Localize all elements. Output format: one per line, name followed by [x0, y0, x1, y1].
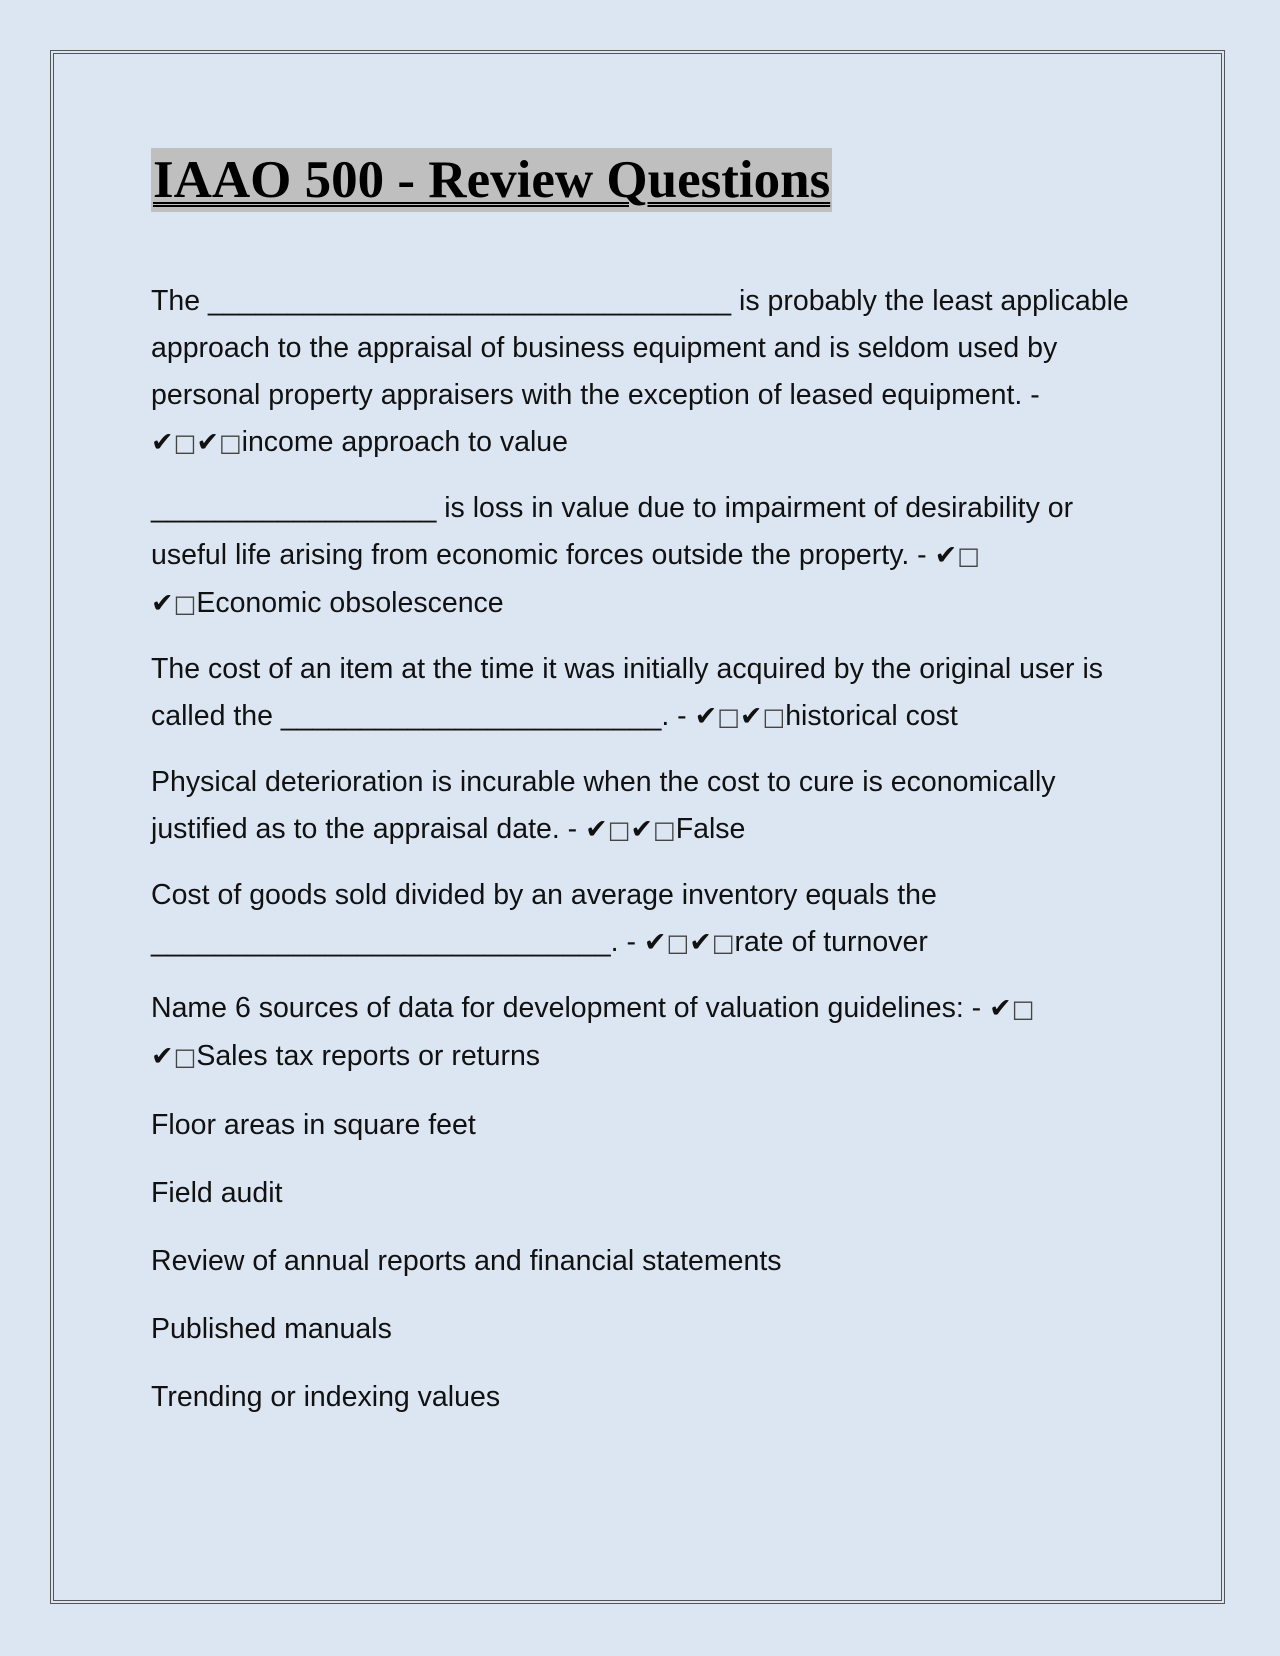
question-4: [151, 759, 1141, 854]
question-1: [151, 278, 1141, 467]
box-icon: □: [653, 816, 676, 844]
box-icon: □: [762, 703, 786, 731]
question-text: The cost of an item at the time it was initially acquired by the original user is called the ________________________. -: [151, 653, 1104, 732]
checkmark-icon: ✔: [989, 993, 1012, 1024]
box-icon: □: [173, 590, 197, 618]
checkmark-icon: ✔: [585, 814, 608, 845]
question-text: __________________ is loss in value due to impairment of desirability or useful life arising from economic forces outside the property. -: [151, 492, 1074, 571]
box-icon: □: [173, 1043, 197, 1071]
checkmark-icon: ✔: [689, 927, 712, 958]
question-2: [151, 485, 1141, 628]
checkmark-icon: ✔: [694, 701, 718, 732]
answer-list-item: Review of annual reports and financial statements: [151, 1245, 782, 1277]
question-5: [151, 872, 1141, 967]
box-icon: □: [711, 929, 735, 957]
checkmark-icon: ✔: [196, 427, 219, 458]
box-icon: □: [218, 429, 242, 457]
box-icon: □: [957, 542, 980, 570]
question-text: Physical deterioration is incurable when the cost to cure is economically justified as to the appraisal date. -: [151, 766, 1056, 845]
box-icon: □: [607, 816, 631, 844]
box-icon: □: [1011, 995, 1035, 1023]
checkmark-icon: ✔: [643, 927, 667, 958]
checkmark-icon: ✔: [151, 1041, 174, 1072]
answer-text: historical cost: [785, 700, 958, 732]
question-6: [151, 985, 1141, 1081]
box-icon: □: [666, 929, 690, 957]
answer-text: Sales tax reports or returns: [196, 1040, 541, 1072]
checkmark-icon: ✔: [151, 427, 174, 458]
checkmark-icon: ✔: [934, 540, 958, 571]
answer-text: rate of turnover: [734, 926, 928, 958]
question-3: [151, 646, 1141, 741]
document-title: IAAO 500 - Review Questions: [151, 148, 832, 212]
answer-text: Economic obsolescence: [196, 587, 504, 619]
checkmark-icon: ✔: [630, 814, 654, 845]
question-text: The _________________________________ is probably the least applicable approach to the appraisal of business equipment and is seldom used by personal property appraisers with the exception of leased equipment. -: [151, 285, 1129, 411]
document-body: [151, 148, 1141, 1421]
question-text: Name 6 sources of data for development of valuation guidelines: -: [151, 992, 982, 1024]
answer-text: False: [675, 813, 746, 845]
answer-list-item: Trending or indexing values: [151, 1381, 501, 1413]
answer-list-item: Floor areas in square feet: [151, 1109, 476, 1141]
checkmark-icon: ✔: [739, 701, 763, 732]
answer-list-item: Field audit: [151, 1177, 283, 1209]
answer-list-item: Published manuals: [151, 1313, 392, 1345]
answer-text: income approach to value: [241, 426, 568, 458]
box-icon: □: [717, 703, 740, 731]
box-icon: □: [173, 429, 197, 457]
checkmark-icon: ✔: [151, 588, 174, 619]
question-text: Cost of goods sold divided by an average inventory equals the _____________________________. -: [151, 879, 937, 958]
